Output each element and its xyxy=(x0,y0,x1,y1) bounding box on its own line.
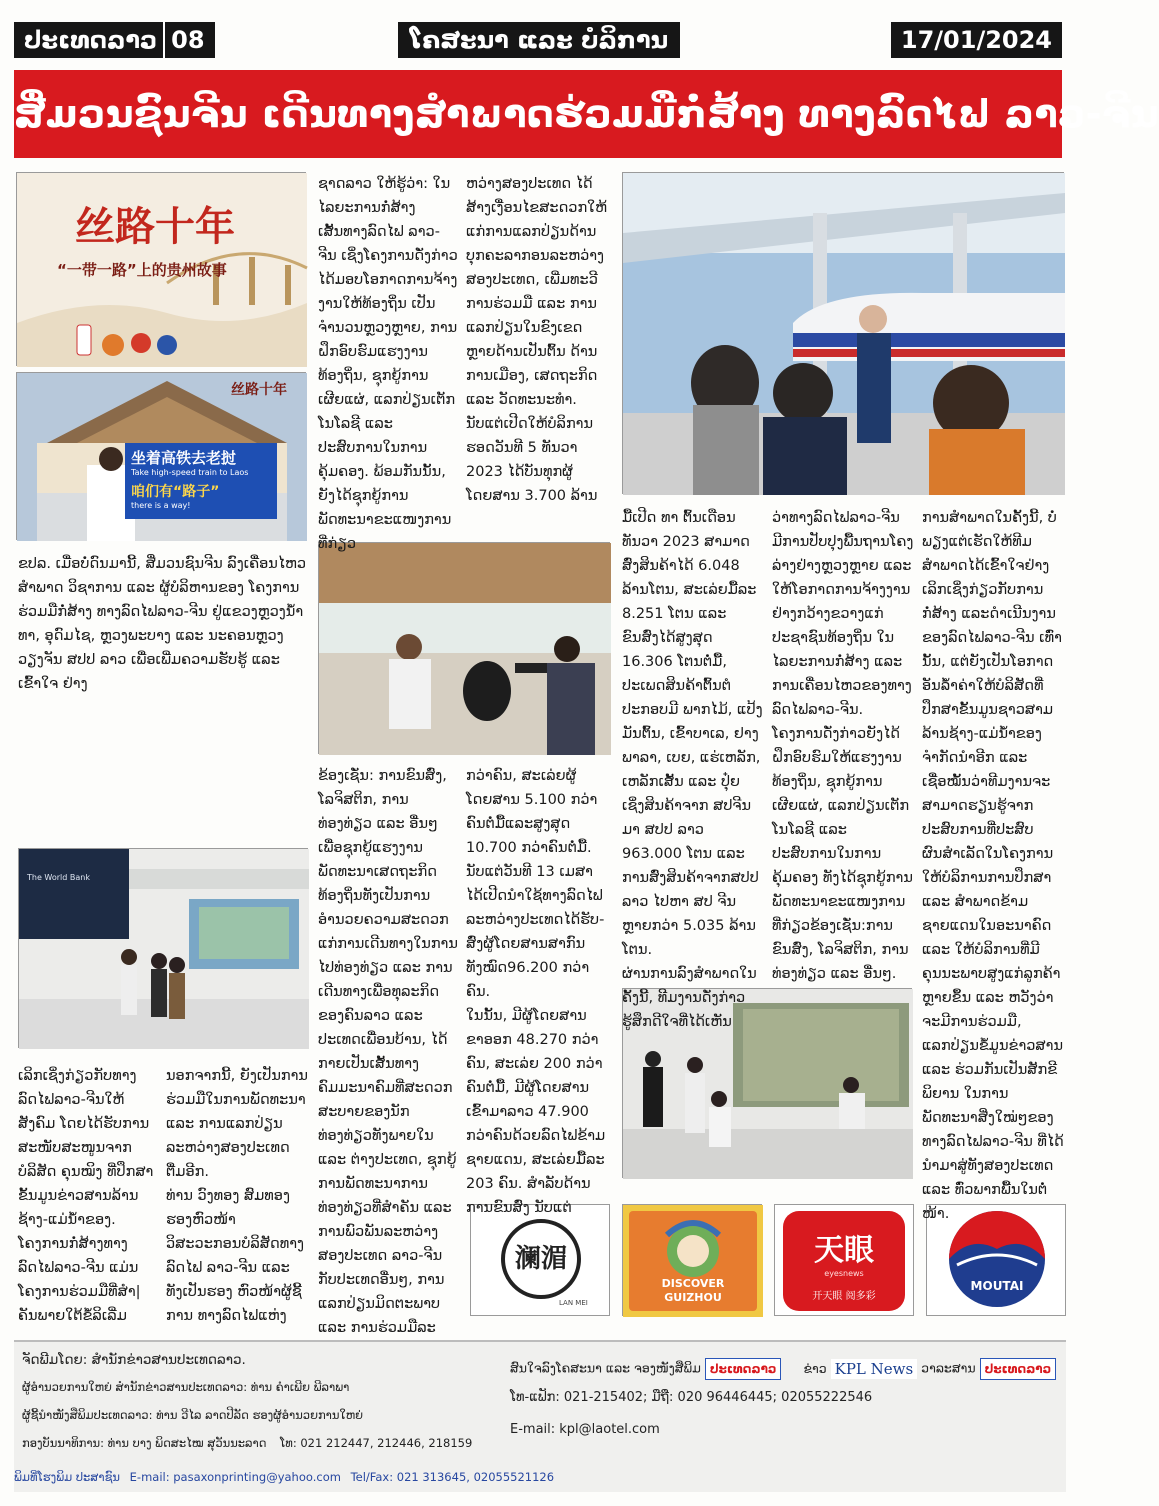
paper-name: ປະເທດລາວ xyxy=(24,26,158,54)
station-promo-image xyxy=(16,372,306,540)
train-platform-photo xyxy=(622,172,1064,494)
paragraph-support: ເລິກເຊິ່ງກ່ຽວກັບທາງລົດໄຟລາວ-ຈີນໃຫ້ສັງຄົມ ໂດຍໄດ້ຮັບການສະໜັບສະໜູນຈາກ ບໍລິສັດ ຄຸນໝິງ ທີ່ປຶກສາຂັ້ນມູນຂ່າວສານລ້ານຊ້າງ-ແມ່ນ້ຳຂອງ. xyxy=(18,1068,154,1228)
paragraph-intro: ຂປລ. ເມື່ອບໍ່ດົນມານີ້, ສື່ມວນຊົນຈີນ ລົງເຄື່ອນໄຫວສຳພາດ ວິຊາການ ແລະ ຜູ້ບໍລິຫານຂອງ ໂຄງການຮ່ວມມືກໍ່ສ້າງ ທາງລົດໄຟລາວ-ຈີນ ຢູ່ແຂວງຫຼວງນ້ຳທາ, ອຸດົມໄຊ, ຫຼວງພະບາງ ແລະ ນະຄອນຫຼວງວຽງຈັນ ສປປ ລາວ ເພື່ອເພີ່ມຄວາມຮັບຮູ້ ແລະ ເຂົ້າໃຈ ຢ່າງ xyxy=(18,556,307,692)
discover-guizhou-logo xyxy=(622,1204,762,1316)
footer-director: ຜູ້ອຳນວຍການໃຫຍ່ ສຳນັກຂ່າວສານປະເທດລາວ: ທ່ານ ຄຳເພີຍ ພີລາພາ xyxy=(22,1380,350,1394)
discover-text: DISCOVER xyxy=(661,1277,725,1290)
exhibit-caption: The World Bank xyxy=(27,873,90,882)
footer-news-label: ຂ່າວ xyxy=(803,1360,827,1376)
article-col-1b xyxy=(18,1064,158,1328)
masthead-section: ໂຄສະນາ ແລະ ບໍລິການ xyxy=(398,22,680,58)
tianyan-title: 天眼 xyxy=(814,1233,874,1268)
station-interview-photo xyxy=(318,542,610,754)
lanmei-logo-cn: 澜湄 xyxy=(501,1219,581,1299)
article-col-3a xyxy=(318,172,458,552)
tianyan-logo xyxy=(774,1204,914,1316)
masthead-date: 17/01/2024 xyxy=(891,22,1062,58)
article-col-4a xyxy=(466,172,610,530)
page-number: 08 xyxy=(163,22,204,58)
printer-email: E-mail: pasaxonprinting@yahoo.com xyxy=(129,1470,341,1484)
exhibition-hall-photo xyxy=(18,848,308,1048)
footer-ads-line xyxy=(510,1358,1056,1380)
printer-phone: Tel/Fax: 021 313645, 02055521126 xyxy=(350,1470,555,1484)
paragraph-freight: ມື້ເປີດ ທາ ຕົ້ນເດືອນທັນວາ 2023 ສາມາດສົ່ງສິນຄ້າໄດ້ 6.048 ລ້ານໂຕນ, ສະເລ່ຍມື້ລະ 8.251 ໂຕນ ແລະ ຂົນສົ່ງໄດ້ສູງສຸດ 16.306 ໂຕນຕໍ່ມື້, ປະເພດສິນຄ້າຕົ້ນຕໍປະກອບມີ ພາກໄມ້, ແປ້ງມັນຕົ້ນ, ເຂົ້າບາເລ, ຢາງພາລາ, ເບຍ, ແຮ່ເຫລັກ, ເຫລັກເສັ້ນ ແລະ ປຸ໋ຍ ເຊິ່ງສິນຄ້າຈາກ ສປຈີນມາ ສປປ ລາວ 963.000 ໂຕນ ແລະ ການສົ່ງສິນຄ້າຈາກສປປ ລາວ ໄປຫາ ສປ ຈີນ ຫຼາຍກວ່າ 5.035 ລ້ານໂຕນ. xyxy=(622,510,763,958)
footer-publisher: ຈັດພີມໂດຍ: ສຳນັກຂ່າວສານປະເທດລາວ. xyxy=(22,1352,246,1368)
article-col-7a xyxy=(922,506,1064,1222)
footer-badge-paper: ປະເທດລາວ xyxy=(705,1358,782,1380)
paragraph-training: ໂຄງການດັ່ງກ່າວຍັງໄດ້ຝຶກອົບຮົມໃຫ້ແຮງງານທ້ອງຖິ່ນ, ຊຸກຍູ້ການເຜີຍແຜ່, ແລກປ່ຽນເຕັກໂນໂລຊີ ແລະ ປະສົບການໃນການຄຸ້ມຄອງ ທັງໄດ້ຊຸກຍູ້ການພັດທະນາຂະແໜງການທີ່ກ່ຽວຂ້ອງເຊັ່ນ:ການຂົນສົ່ງ, ໂລຈິສຕິກ, ການທ່ອງທ່ຽວ ແລະ ອື່ນໆ. xyxy=(772,726,913,982)
train-platform-graphic xyxy=(623,173,1065,495)
paragraph-cooperation: ນອກຈາກນີ້, ຍັງເປັນການຮ່ວມມືໃນການພັດທະນາ ແລະ ການແລກປ່ຽນລະຫວ່າງສອງປະເທດຕື່ມອີກ. xyxy=(166,1068,308,1180)
printer-name: ພິມທີ່ໂຮງພິມ ປະສາຊົນ xyxy=(14,1470,120,1484)
poster-title: 丝路十年 xyxy=(75,203,235,250)
station-banner-cn: 坐着高铁去老挝 xyxy=(131,449,237,467)
footer-editor: ຜູ້ຊີ້ນຳໜັງສືພິມປະເທດລາວ: ທ່ານ ວີໄລ ລາດປີລັດ ຮອງຜູ້ອຳນວຍການໃຫຍ່ xyxy=(22,1408,364,1422)
station-banner-en: Take high-speed train to Laos xyxy=(131,468,249,477)
lanmei-logo-en: LAN MEI xyxy=(559,1299,588,1307)
footer-magazine-label: ວາລະສານ xyxy=(921,1360,976,1376)
paragraph-project: ໂຄງການກໍ່ສ້າງທາງລົດໄຟລາວ-ຈີນ ແມ່ນໂຄງການຮ່ວມມືທີ່ສຳ|ຄັນພາຍໃຕ້ຂໍ້ລິເລີ່ມ xyxy=(18,1236,141,1324)
footer-ads-contact: ສົນໃຈລົງໂຄສະນາ ແລະ ຈອງໜັງສືພິມ xyxy=(510,1360,701,1376)
footer-editorial-phone: ໂທ: 021 212447, 212446, 218159 xyxy=(280,1436,473,1450)
footer xyxy=(14,1340,1066,1492)
paragraph-exchange: ຫວ່າງສອງປະເທດ ໄດ້ສ້າງເງື່ອນໄຂສະດວກໃຫ້ແກ່ການແລກປ່ຽນດ້ານບຸກຄະລາກອນລະຫວ່າງສອງປະເທດ, ເພີ່ມທະວີການຮ່ວມມື ແລະ ການແລກປ່ຽນໃນຂົງເຂດຫຼາຍດ້ານເປັນຕົ້ນ ດ້ານການເມືອງ, ເສດຖະກິດ ແລະ ວັດທະນະທຳ. xyxy=(466,176,607,408)
footer-editorial-office: ກອງບັນນາທິການ: ທ່ານ ບາງ ພິດສະໄໝ ສຸວັນນະລາດ xyxy=(22,1436,267,1450)
paragraph-employment: ຊາດລາວ ໃຫ້ຮູ້ວ່າ: ໃນໄລຍະການກໍ່ສ້າງເສັ້ນທາງລົດໄຟ ລາວ-ຈີນ ເຊິ່ງໂຄງການດັ່ງກ່າວ ໄດ້ມອບໂອກາດການຈ້າງງານໃຫ້ທ້ອງຖິ່ນ ເປັນຈຳນວນຫຼວງຫຼາຍ, ການຝຶກອົບຮົມແຮງງານທ້ອງຖິ່ນ, ຊຸກຍູ້ການເຜີຍແຜ່, ແລກປ່ຽນເຕັກໂນໂລຊີ ແລະ ປະສົບການໃນການຄຸ້ມຄອງ. ພ້ອມກັນນັ້ນ, ຍັງໄດ້ຊຸກຍູ້ການພັດທະນາຂະແໜງການທີ່ກ່ຽວ xyxy=(318,176,458,552)
paragraph-engineer: ທ່ານ ວົງທອງ ສົມທອງ ຮອງຫົວໜ້າວິສະວະກອນບໍລິສັດທາງລົດໄຟ ລາວ-ຈີນ ແລະ ທັງເປັນຮອງ ຫົວໜ້າຜູ້ຊີ້ການ ທາງລົດໄຟແຫ່ງ xyxy=(166,1188,305,1324)
paragraph-crossborder: ໃນນັ້ນ, ມີຜູ້ໂດຍສານຂາອອກ 48.270 ກວ່າຄົນ, ສະເລ່ຍ 200 ກວ່າຄົນຕໍ່ມື້, ມີຜູ້ໂດຍສານເຂົ້າມາລາວ 47.900 ກວ່າຄົນດ້ວຍລົດໄຟຂ້າມຊາຍແດນ, ສະເລ່ຍມື້ລະ 203 ຄົນ. ສຳລັບດ້ານການຂົນສົ່ງ ນັບແຕ່ xyxy=(466,1008,606,1216)
footer-badge-magazine: ປະເທດລາວ xyxy=(980,1358,1057,1380)
paragraph-interview-result: ຜ່ານການລົງສຳພາດໃນຄັ້ງນີ້, ທີມງານດັ່ງກ່າວ ຮູ້ສຶກດີໃຈທີ່ໄດ້ເຫັນ xyxy=(622,966,757,1030)
paragraph-daily-passengers: ກວ່າຄົນ, ສະເລ່ຍຜູ້ໂດຍສານ 5.100 ກວ່າຄົນຕໍ່ມື້ແລະສູງສຸດ 10.700 ກວ່າຄົນຕໍ່ມື້. ນັບແຕ່ວັນທີ 13 ເມສາ ໄດ້ເປີດນຳໃຊ້ທາງລົດໄຟລະຫວ່າງປະເທດໄດ້ຮັບ-ສົ່ງຜູ້ໂດຍສານສາກົນທັງໝົດ96.200 ກວ່າຄົນ. xyxy=(466,768,605,1000)
tianyan-slogan: 开天眼 阅多彩 xyxy=(812,1291,876,1302)
headline: ສື່ມວນຊົນຈີນ ເດີນທາງສຳພາດຮ່ວມມືກໍ່ສ້າງ ທາງລົດໄຟ ລາວ-ຈີນ xyxy=(14,70,1062,158)
paragraph-conclusion: ການສຳພາດໃນຄັ້ງນີ້, ບໍ່ພຽງແຕ່ເຮັດໃຫ້ທີມສຳພາດໄດ້ເຂົ້າໃຈຢ່າງເລິກເຊິ່ງກ່ຽວກັບການກໍ່ສ້າງ ແລະດຳເນີນງານຂອງລົດໄຟລາວ-ຈີນ ເທົ່ານັ້ນ, ແຕ່ຍັງເປັນໂອກາດອັນລ້ຳຄ່າໃຫ້ບໍລິສັດທີ່ປຶກສາຂັ້ນມູນຊາວສາມລ້ານຊ້າງ-ແມ່ນ້ຳຂອງ ຈຳກັດນຳອີກ ແລະ ເຊື່ອໝັ້ນວ່າທີມງານຈະສາມາດຮຽນຮູ້ຈາກປະສົບການທີ່ປະສົບຜົນສຳເລັດໃນໂຄງການໃຫ້ບໍລິການການປຶກສາ ແລະ ສຳພາດຂ້າມຊາຍແດນໃນອະນາຄົດ ແລະ ໃຫ້ບໍລິການທີ່ມີຄຸນນະພາບສູງແກ່ລູກຄ້າຫຼາຍຂຶ້ນ ແລະ ຫວັງວ່າຈະມີການຮ່ວມມື, ແລກປ່ຽນຂໍ້ມູນຂ່າວສານແລະ ຮ່ວມກັນເປັນສັກຂີພິຍານ ໃນການພັດທະນາສີ່ງໃໝ່ໆຂອງທາງລົດໄຟລາວ-ຈີນ ທີ່ໄດ້ນຳມາສູ່ທັງສອງປະເທດ ແລະ ທົ່ວພາກພື້ນໃນຕໍ່ໜ້າ. xyxy=(922,510,1064,1222)
article-col-2b xyxy=(166,1064,308,1328)
paragraph-infrastructure: ວ່າທາງລົດໄຟລາວ-ຈີນ ມີການປັບປຸງພື້ນຖານໂຄງລ່າງຢ່າງຫຼວງຫຼາຍ ແລະ ໃຫ້ໂອກາດການຈ້າງງານຢ່າງກວ້າງຂວາງແກ່ປະຊາຊົນທ້ອງຖິ່ນ ໃນໄລຍະການກໍ່ສ້າງ ແລະການເຄື່ອນໄຫວຂອງທາງລົດໄຟລາວ-ຈີນ. xyxy=(772,510,914,718)
masthead-paper-name xyxy=(14,22,215,58)
station-banner xyxy=(125,443,277,519)
station-poster-mini: 丝路十年 xyxy=(231,382,287,398)
station-banner-cn-2: 咱们有“路子” xyxy=(131,484,220,500)
station-interview-graphic xyxy=(319,543,611,755)
paragraph-passengers: ນັບແຕ່ເປີດໃຫ້ບໍລິການຮອດວັນທີ 5 ທັນວາ 2023 ໄດ້ບັນທຸກຜູ້ໂດຍສານ 3.700 ລ້ານ xyxy=(466,416,598,504)
poster-image xyxy=(16,172,306,366)
tianyan-en: eyesnews xyxy=(824,1269,864,1278)
article-col-5a xyxy=(622,506,764,1030)
article-col-3b xyxy=(318,764,458,1336)
paragraph-tourism: ຂ້ອງເຊັ່ນ: ການຂົນສົ່ງ, ໂລຈິສຕິກ, ການທ່ອງທ່ຽວ ແລະ ອື່ນໆ ເພື່ອຊຸກຍູ້ແຮງງານພັດທະນາເສດຖະກິດທ້ອງຖິ່ນທັງເປັນການອຳນວຍຄວາມສະດວກແກ່ການເດີນທາງໃນການໄປທ່ອງທ່ຽວ ແລະ ການເດີນທາງເພື່ອທຸລະກິດຂອງຄົນລາວ ແລະ ປະເທດເພື່ອນບ້ານ, ໄດ້ກາຍເປັນເສັ້ນທາງຄົມມະນາຄົມທີ່ສະດວກສະບາຍຂອງນັກທ່ອງທ່ຽວທັງພາຍໃນ ແລະ ຕ່າງປະເທດ, ຊຸກຍູ້ການພັດທະນາການທ່ອງທ່ຽວທີ່ສຳຄັນ ແລະ ການພົວພັນລະຫວ່າງສອງປະເທດ ລາວ-ຈີນ ກັບປະເທດອື່ນໆ, ການແລກປ່ຽນມິດຕະພາບ ແລະ ການຮ່ວມມືລະ xyxy=(318,768,458,1336)
article-col-6a xyxy=(772,506,914,980)
moutai-text: MOUTAI xyxy=(970,1279,1024,1293)
footer-phone: ໂທ-ແຟັກ: 021-215402; ມືຖື: 020 96446445; 02055222546 xyxy=(510,1390,873,1405)
guizhou-text: GUIZHOU xyxy=(664,1291,722,1304)
footer-email: E-mail: kpl@laotel.com xyxy=(510,1422,660,1437)
footer-kpl-news: KPL News xyxy=(831,1359,918,1379)
footer-printer-line xyxy=(14,1470,554,1484)
poster-subtitle: “一带一路”上的贵州故事 xyxy=(57,261,227,279)
station-banner-en-2: there is a way! xyxy=(131,501,191,510)
article-col-4b xyxy=(466,764,610,1330)
article-col-1a xyxy=(18,552,308,840)
